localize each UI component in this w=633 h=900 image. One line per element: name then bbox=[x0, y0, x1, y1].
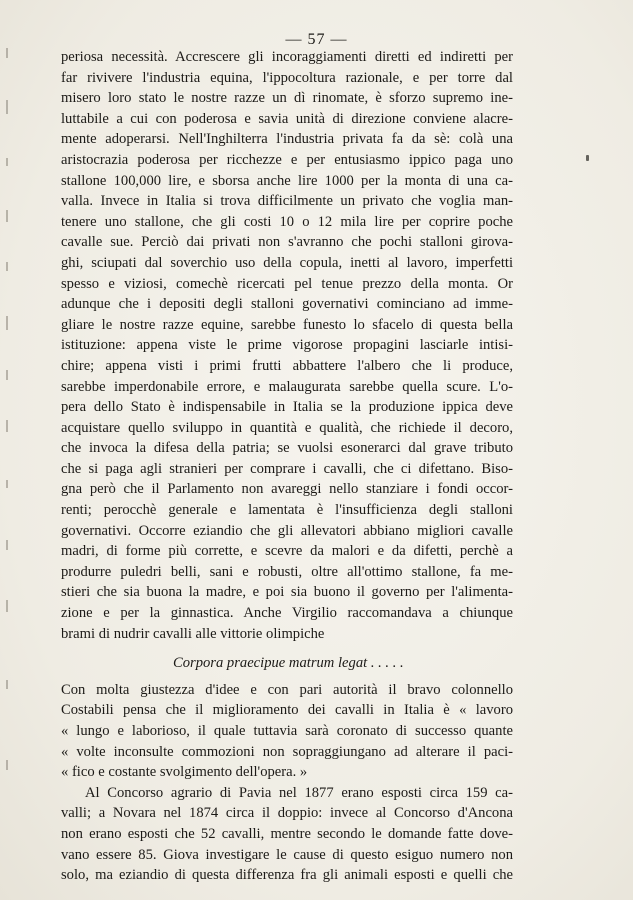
text-line: renti; perocchè generale e lamentata è l'insufficienza degli stalloni bbox=[61, 502, 513, 519]
text-line: che si paga agli stranieri per comprare i cavalli, che ci difettano. Biso- bbox=[61, 460, 513, 477]
text-line: non erano esposti che 52 cavalli, mentre secondo le domande fatte dove- bbox=[61, 825, 513, 842]
text-line: aristocrazia poderosa per ricchezze e per entusiasmo ippico paga uno bbox=[61, 151, 513, 168]
text-line: solo, ma eziandio di questa differenza fra gli animali esposti e quelli che bbox=[61, 867, 513, 884]
text-line: valla. Invece in Italia si trova difficilmente un privato che voglia man- bbox=[61, 193, 513, 210]
body-text bbox=[61, 47, 513, 886]
ink-speck bbox=[586, 155, 589, 161]
text-line: vano essere 85. Giova investigare le cause di questo esiguo numero non bbox=[61, 846, 513, 863]
text-line: acquistare quello sviluppo in quantità e qualità, che richiede il decoro, bbox=[61, 419, 513, 436]
text-line: brami di nudrir cavalli alle vittorie olimpiche bbox=[61, 625, 325, 642]
text-line: far rivivere l'industria equina, l'ippocoltura razionale, e per torre dal bbox=[61, 69, 513, 86]
latin-quote: Corpora praecipue matrum legat . . . . . bbox=[173, 655, 404, 672]
text-line: periosa necessità. Accrescere gli incoraggiamenti diretti ed indiretti per bbox=[61, 49, 513, 65]
text-line: ghi, sciupati dal soverchio uso della copula, inetti al lavoro, imperfetti bbox=[61, 254, 513, 271]
text-line: produrre puledri belli, sani e robusti, oltre all'ottimo stallone, fa me- bbox=[61, 563, 513, 580]
binding-edge-marks bbox=[6, 40, 12, 800]
text-line: « volte inconsulte commozioni non sopraggiungano ad alterare il paci- bbox=[61, 743, 513, 760]
text-line: stallone 100,000 lire, e sborsa anche lire 1000 per la monta di una ca- bbox=[61, 172, 513, 189]
text-line: cavalle sue. Perciò dai privati non s'avranno che pochi stalloni girova- bbox=[61, 234, 513, 251]
text-line: stieri che sia buona la madre, e poi sia buono il governo per l'alimenta- bbox=[61, 584, 513, 601]
text-line: luttabile a cui con poderosa e savia unità di direzione conviene alacre- bbox=[61, 110, 513, 127]
text-line: « lungo e laborioso, il quale tuttavia sarà coronato di successo quante bbox=[61, 723, 513, 739]
paragraph-3 bbox=[61, 783, 513, 886]
text-line: chire; appena visti i primi frutti abbattere l'albero che li produce, bbox=[61, 357, 513, 374]
text-line: gna però che il Parlamento non avareggi nello stanziare i fondi occor- bbox=[61, 481, 513, 498]
text-line: Con molta giustezza d'idee e con pari autorità il bravo colonnello bbox=[61, 681, 513, 698]
text-line: « fico e costante svolgimento dell'opera. » bbox=[61, 764, 308, 781]
text-line: pera dello Stato è indispensabile in Italia se la produzione ippica deve bbox=[61, 399, 513, 416]
text-line: tenere uno stallone, che gli costi 10 o 12 mila lire per coprire poche bbox=[61, 213, 513, 230]
text-line: gliare le nostre razze equine, sarebbe funesto lo sfacelo di questa bella bbox=[61, 316, 513, 333]
text-line: sarebbe imperdonabile errore, e malaugurata sarebbe quella scure. L'o- bbox=[61, 378, 513, 395]
text-line: valli; a Novara nel 1874 circa il doppio: invece al Concorso d'Ancona bbox=[61, 805, 513, 822]
paragraph-2 bbox=[61, 680, 513, 783]
paragraph-1 bbox=[61, 47, 513, 644]
text-line: mente adoperarsi. Nell'Inghilterra l'industria privata fa da sè: colà una bbox=[61, 131, 513, 148]
text-line: governativi. Occorre eziandio che gli allevatori abbiano migliori cavalle bbox=[61, 522, 513, 539]
text-line: che invoca la difesa della patria; se vuolsi esonerarci dal grave tributo bbox=[61, 440, 513, 457]
text-line: istituzione: appena viste le prime vigorose propagini lasciarle intisi- bbox=[61, 337, 513, 354]
text-line: misero loro stato le nostre razze un dì rinomate, è sforzo supremo ine- bbox=[61, 90, 513, 107]
text-line: Costabili pensa che il miglioramento dei cavalli in Italia è « lavoro bbox=[61, 702, 513, 719]
text-line: zione e per la ginnastica. Anche Virgilio raccomandava a chiunque bbox=[61, 605, 513, 622]
page-number: — 57 — bbox=[285, 31, 348, 48]
text-line: madri, di forme più corrette, e scevre da malori e da difetti, perchè a bbox=[61, 543, 513, 560]
text-line: Al Concorso agrario di Pavia nel 1877 erano esposti circa 159 ca- bbox=[85, 784, 513, 801]
text-line: adunque che i depositi degli stalloni governativi cominciano ad imme- bbox=[61, 296, 513, 313]
text-line: spesso e viziosi, comechè ricercati pel tenue prezzo della monta. Or bbox=[61, 275, 513, 292]
